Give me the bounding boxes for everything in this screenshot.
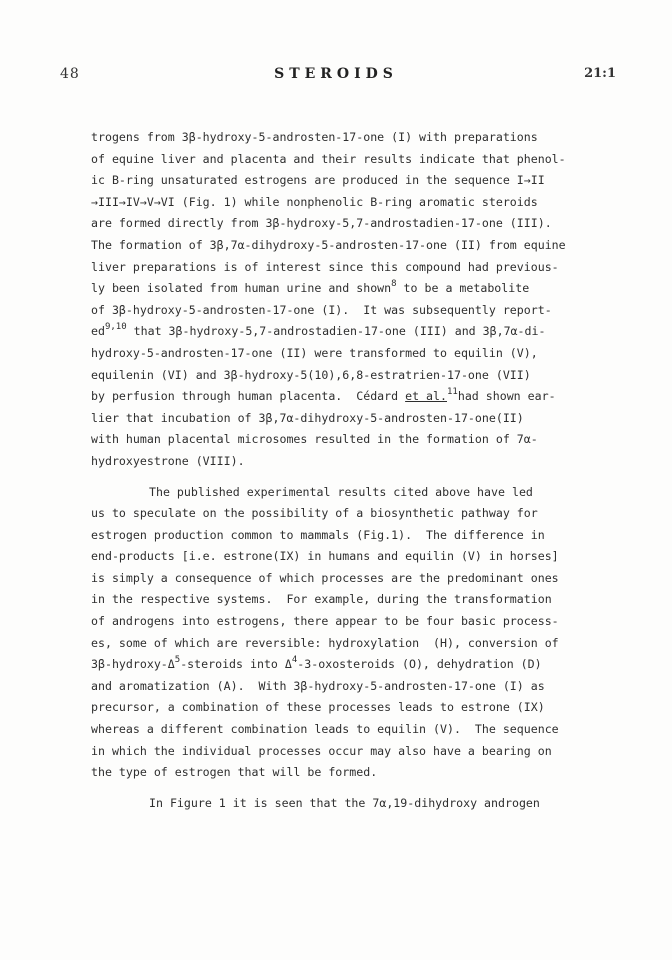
- paragraph-2: [91, 482, 611, 784]
- text-segment: -steroids into Δ: [180, 657, 292, 672]
- text-line: The published experimental results cited above have led: [149, 484, 533, 499]
- superscript: 4: [291, 655, 298, 666]
- text-line: es, some of which are reversible: hydroxylation (H), conversion of: [91, 635, 559, 650]
- issue-number: 21:1: [584, 66, 616, 81]
- running-head: [0, 66, 672, 86]
- text-line: in the respective systems. For example, during the transformation: [91, 592, 552, 607]
- text-line: estrogen production common to mammals (Fig.1). The difference in: [91, 527, 545, 542]
- text-line: with human placental microsomes resulted in the formation of 7α-: [91, 432, 538, 447]
- text-line: liver preparations is of interest since this compound had previous-: [91, 259, 559, 274]
- text-line: are formed directly from 3β-hydroxy-5,7-androstadien-17-one (III).: [91, 216, 552, 231]
- text-line: →III→IV→V→VI (Fig. 1) while nonphenolic B-ring aromatic steroids: [91, 194, 538, 209]
- text-segment: had shown ear-: [457, 389, 556, 404]
- text-line: whereas a different combination leads to equilin (V). The sequence: [91, 722, 559, 737]
- journal-title: STEROIDS: [274, 66, 398, 82]
- text-segment: ed: [91, 324, 105, 339]
- text-line: In Figure 1 it is seen that the 7α,19-dihydroxy androgen: [149, 795, 540, 810]
- text-line: ic B-ring unsaturated estrogens are produced in the sequence I→II: [91, 173, 545, 188]
- text-line: of 3β-hydroxy-5-androsten-17-one (I). It was subsequently report-: [91, 302, 552, 317]
- text-line: trogens from 3β-hydroxy-5-androsten-17-one (I) with preparations: [91, 130, 538, 144]
- text-line: us to speculate on the possibility of a biosynthetic pathway for: [91, 506, 538, 521]
- paragraph-3: [91, 793, 611, 815]
- text-line: [91, 321, 611, 343]
- text-segment: ly been isolated from human urine and shown: [91, 281, 392, 296]
- text-line: lier that incubation of 3β,7α-dihydroxy-5-androsten-17-one(II): [91, 410, 524, 425]
- text-segment: -3-oxosteroids (O), dehydration (D): [297, 657, 542, 672]
- superscript: 5: [174, 655, 181, 666]
- reference-superscript: 9,10: [104, 322, 127, 333]
- paragraph-spacer: [91, 784, 611, 793]
- text-segment: by perfusion through human placenta. Cédard: [91, 389, 406, 404]
- page-number: 48: [60, 66, 80, 82]
- text-line: of androgens into estrogens, there appear to be four basic process-: [91, 614, 559, 629]
- text-line: [91, 278, 611, 300]
- et-al-emphasis: et al.: [405, 389, 447, 404]
- text-line: end-products [i.e. estrone(IX) in humans and equilin (V) in horses]: [91, 549, 559, 564]
- text-line: The formation of 3β,7α-dihydroxy-5-androsten-17-one (II) from equine: [91, 237, 566, 252]
- text-line: [91, 654, 611, 676]
- text-segment: 3β-hydroxy-Δ: [91, 657, 175, 672]
- text-line: and aromatization (A). With 3β-hydroxy-5-androsten-17-one (I) as: [91, 678, 545, 693]
- body-text: [91, 127, 611, 814]
- text-segment: that 3β-hydroxy-5,7-androstadien-17-one (III) and 3β,7α-di-: [126, 324, 546, 339]
- text-line: of equine liver and placenta and their results indicate that phenol-: [91, 151, 566, 166]
- text-line: the type of estrogen that will be formed.: [91, 765, 378, 780]
- reference-superscript: 8: [391, 279, 397, 290]
- reference-superscript: 11: [447, 387, 458, 398]
- text-line: hydroxyestrone (VIII).: [91, 453, 245, 468]
- paragraph-spacer: [91, 473, 611, 482]
- text-line: in which the individual processes occur may also have a bearing on: [91, 743, 552, 758]
- text-line: is simply a consequence of which processes are the predominant ones: [91, 570, 559, 585]
- text-line: equilenin (VI) and 3β-hydroxy-5(10),6,8-estratrien-17-one (VII): [91, 367, 531, 382]
- text-line: [91, 386, 611, 408]
- paragraph-1: [91, 127, 611, 473]
- text-line: precursor, a combination of these processes leads to estrone (IX): [91, 700, 545, 715]
- text-line: hydroxy-5-androsten-17-one (II) were transformed to equilin (V),: [91, 345, 538, 360]
- text-segment: to be a metabolite: [396, 281, 530, 296]
